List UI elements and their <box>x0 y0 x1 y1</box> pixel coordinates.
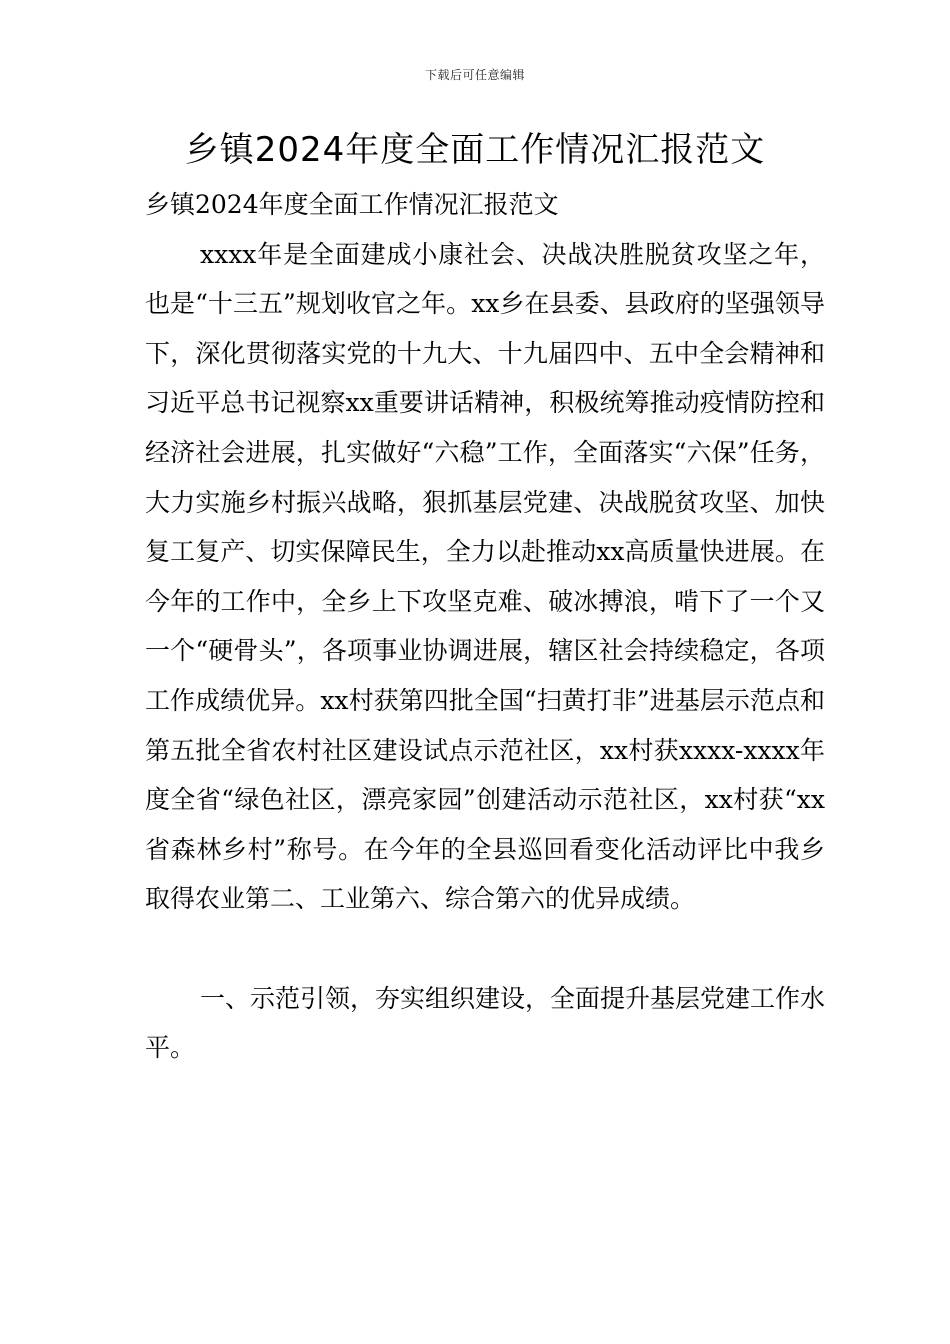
section-heading-1: 一、示范引领，夯实组织建设，全面提升基层党建工作水平。 <box>145 983 826 1063</box>
document-subtitle: 乡镇2024年度全面工作情况汇报范文 <box>145 190 559 219</box>
document-body <box>145 180 825 1073</box>
header-note: 下载后可任意编辑 <box>424 68 525 82</box>
document-title: 乡镇2024年度全面工作情况汇报范文 <box>184 130 766 170</box>
paragraph-spacer <box>145 924 825 974</box>
intro-paragraph: xxxx年是全面建成小康社会、决战决胜脱贫攻坚之年，也是“十三五”规划收官之年。xx乡在县委、县政府的坚强领导下，深化贯彻落实党的十九大、十九届四中、五中全会精神和习近平总书记视察xx重要讲话精神，积极统筹推动疫情防控和经济社会进展，扎实做好“六稳”工作，全面落实“六保”任务，大力实施乡村振兴战略，狠抓基层党建、决战脱贫攻坚、加快复工复产、切实保障民生，全力以赴推动xx高质量快进展。在今年的工作中，全乡上下攻坚克难、破冰搏浪，啃下了一个又一个“硬骨头”，各项事业协调进展，辖区社会持续稳定，各项工作成绩优异。xx村获第四批全国“扫黄打非”进基层示范点和第五批全省农村社区建设试点示范社区，xx村获xxxx-xxxx年度全省“绿色社区，漂亮家园”创建活动示范社区，xx村获“xx省森林乡村”称号。在今年的全县巡回看变化活动评比中我乡取得农业第二、工业第六、综合第六的优异成绩。 <box>145 239 825 914</box>
